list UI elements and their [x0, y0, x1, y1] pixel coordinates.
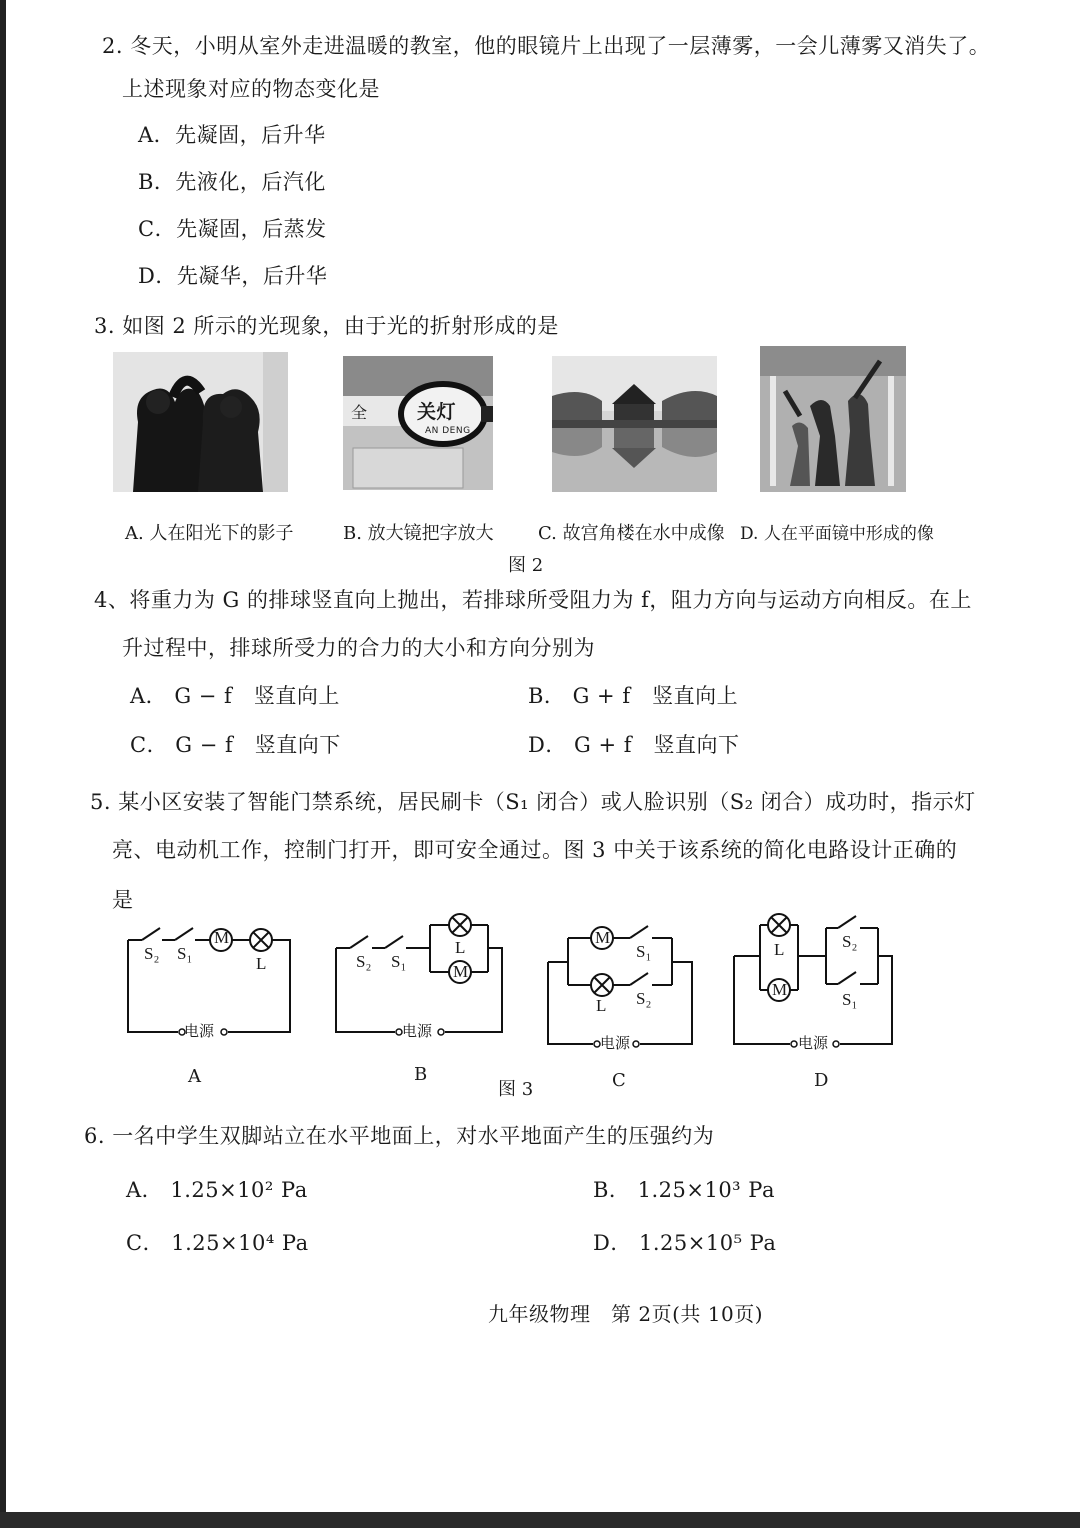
q2-option-d: D．先凝华，后升华 — [138, 264, 328, 288]
circuit-d-motor-label: M — [772, 980, 788, 999]
q6-option-a: A． 1.25×10² Pa — [126, 1178, 308, 1202]
q2-stem-line2: 上述现象对应的物态变化是 — [122, 77, 380, 101]
circuit-d-power-label: 电源 — [798, 1036, 829, 1052]
q4-stem-line2: 升过程中，排球所受力的合力的大小和方向分别为 — [122, 636, 595, 660]
q5-stem-line3: 是 — [112, 888, 134, 912]
q3-stem: 3. 如图 2 所示的光现象，由于光的折射形成的是 — [94, 314, 559, 338]
q6-option-b: B． 1.25×10³ Pa — [593, 1178, 775, 1202]
q4-option-c: C． G − f 竖直向下 — [130, 733, 341, 757]
q2-option-b: B．先液化，后汽化 — [138, 170, 326, 194]
q5-stem-line2: 亮、电动机工作，控制门打开，即可安全通过。图 3 中关于该系统的简化电路设计正确的 — [112, 838, 958, 862]
circuit-a-motor-label: M — [214, 928, 230, 947]
circuit-label-a: A — [188, 1066, 201, 1087]
q2-option-a: A．先凝固，后升华 — [138, 123, 326, 147]
circuit-c-lamp-label: L — [596, 996, 607, 1015]
circuit-b-motor-label: M — [453, 962, 469, 981]
caption-d: D. 人在平面镜中形成的像 — [740, 524, 934, 544]
q2-option-c: C．先凝固，后蒸发 — [138, 217, 327, 241]
photo-b-subtext: AN DENG — [425, 426, 471, 436]
figure-3-label: 图 3 — [498, 1079, 534, 1100]
q4-stem-line1: 4、将重力为 G 的排球竖直向上抛出，若排球所受阻力为 f，阻力方向与运动方向相反。在上 — [94, 588, 972, 612]
circuit-c-s2-label: S₂ — [636, 989, 652, 1008]
q4-option-b: B． G + f 竖直向上 — [528, 684, 739, 708]
page-footer: 九年级物理 第 2页(共 10页) — [488, 1302, 763, 1326]
q6-option-d: D． 1.25×10⁵ Pa — [593, 1231, 777, 1255]
svg-text:全: 全 — [351, 403, 368, 422]
circuit-a-lamp-label: L — [256, 954, 267, 973]
circuit-a-s1-label: S₁ — [177, 944, 193, 963]
circuit-label-d: D — [814, 1070, 829, 1091]
caption-c: C. 故宫角楼在水中成像 — [538, 523, 725, 544]
circuit-b-s1-label: S₁ — [391, 952, 407, 971]
q6-stem: 6. 一名中学生双脚站立在水平地面上，对水平地面产生的压强约为 — [84, 1124, 715, 1148]
q2-stem-line1: 2. 冬天，小明从室外走进温暖的教室，他的眼镜片上出现了一层薄雾，一会儿薄雾又消失了。 — [102, 34, 991, 58]
caption-b: B. 放大镜把字放大 — [343, 523, 494, 544]
circuit-c-motor-label: M — [595, 928, 611, 947]
circuit-c-power-label: 电源 — [600, 1036, 631, 1052]
circuit-label-b: B — [414, 1064, 428, 1085]
scan-edge-bottom — [0, 1512, 1080, 1528]
circuit-c-s1-label: S₁ — [636, 942, 652, 961]
q4-option-d: D． G + f 竖直向下 — [528, 733, 740, 757]
circuit-b-lamp-label: L — [455, 938, 466, 957]
circuit-label-c: C — [612, 1070, 626, 1091]
q6-option-c: C． 1.25×10⁴ Pa — [126, 1231, 309, 1255]
photo-b-text: 关灯 — [417, 401, 457, 423]
circuit-d-lamp-label: L — [774, 940, 785, 959]
circuit-a-power-label: 电源 — [184, 1024, 215, 1040]
circuit-b-s2-label: S₂ — [356, 952, 372, 971]
circuit-d-s1-label: S₁ — [842, 990, 858, 1009]
figure-2-label: 图 2 — [508, 555, 544, 576]
circuit-a-s2-label: S₂ — [144, 944, 160, 963]
caption-a: A. 人在阳光下的影子 — [125, 523, 294, 544]
circuit-b-power-label: 电源 — [402, 1024, 433, 1040]
q4-option-a: A． G − f 竖直向上 — [130, 684, 340, 708]
q5-stem-line1: 5. 某小区安装了智能门禁系统，居民刷卡（S₁ 闭合）或人脸识别（S₂ 闭合）成功时，指示灯 — [90, 790, 976, 814]
circuit-d-s2-label: S₂ — [842, 932, 858, 951]
